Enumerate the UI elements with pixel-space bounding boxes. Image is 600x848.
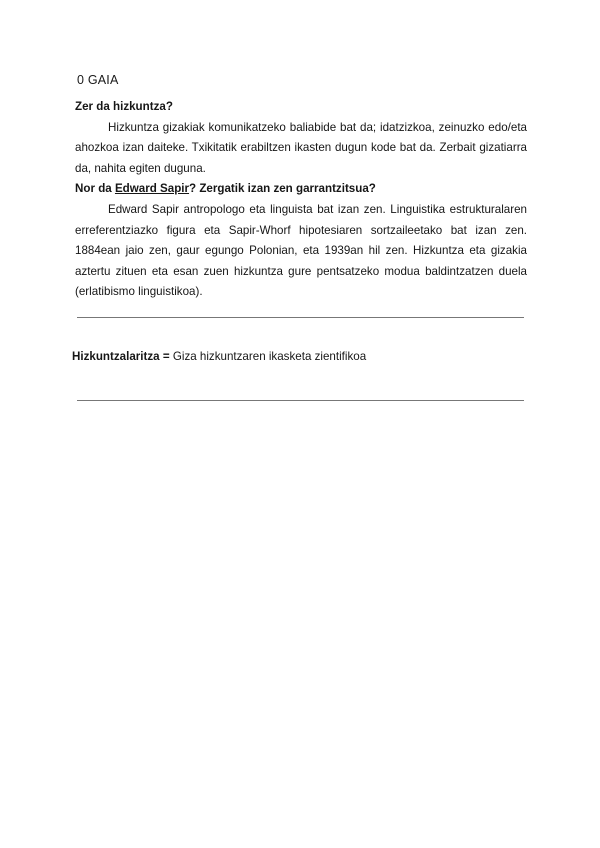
definition-meaning: Giza hizkuntzaren ikasketa zientifikoa xyxy=(172,350,367,363)
definition-line xyxy=(72,347,366,367)
main-content xyxy=(75,97,527,303)
heading-prefix: Nor da xyxy=(75,182,115,196)
definition-separator: = xyxy=(159,350,173,363)
edward-sapir-link[interactable]: Edward Sapir xyxy=(114,182,190,196)
question-heading-2 xyxy=(75,179,527,200)
question-heading-1: Zer da hizkuntza? xyxy=(75,100,173,113)
definition-term: Hizkuntzalaritza xyxy=(72,350,160,363)
heading-suffix: ? Zergatik izan zen garrantzitsua? xyxy=(189,182,376,196)
answer-paragraph-1: Hizkuntza gizakiak komunikatzeko baliabide bat da; idatzizkoa, zeinuzko edo/eta ahozkoa izan daiteke. Txikitatik erabiltzen ikasten dugun kode bat da. Zerbait gizatiarra da, nahita egiten duguna. xyxy=(75,120,527,175)
answer-paragraph-2: Edward Sapir antropologo eta linguista bat izan zen. Linguistika estrukturalaren erreferentziazko figura eta Sapir-Whorf hipotesiaren sortzaileetako bat izan zen. 1884ean jaio zen, gaur egungo Polonian, eta 1939an hil zen. Hizkuntza eta gizakia aztertu zituen eta esan zuen hizkuntza gure pentsatzeko modua baldintzatzen duela (erlatibismo linguistikoa). xyxy=(75,202,527,299)
chapter-label: 0 GAIA xyxy=(77,73,119,87)
horizontal-divider-2 xyxy=(77,400,524,401)
horizontal-divider-1 xyxy=(77,317,524,318)
